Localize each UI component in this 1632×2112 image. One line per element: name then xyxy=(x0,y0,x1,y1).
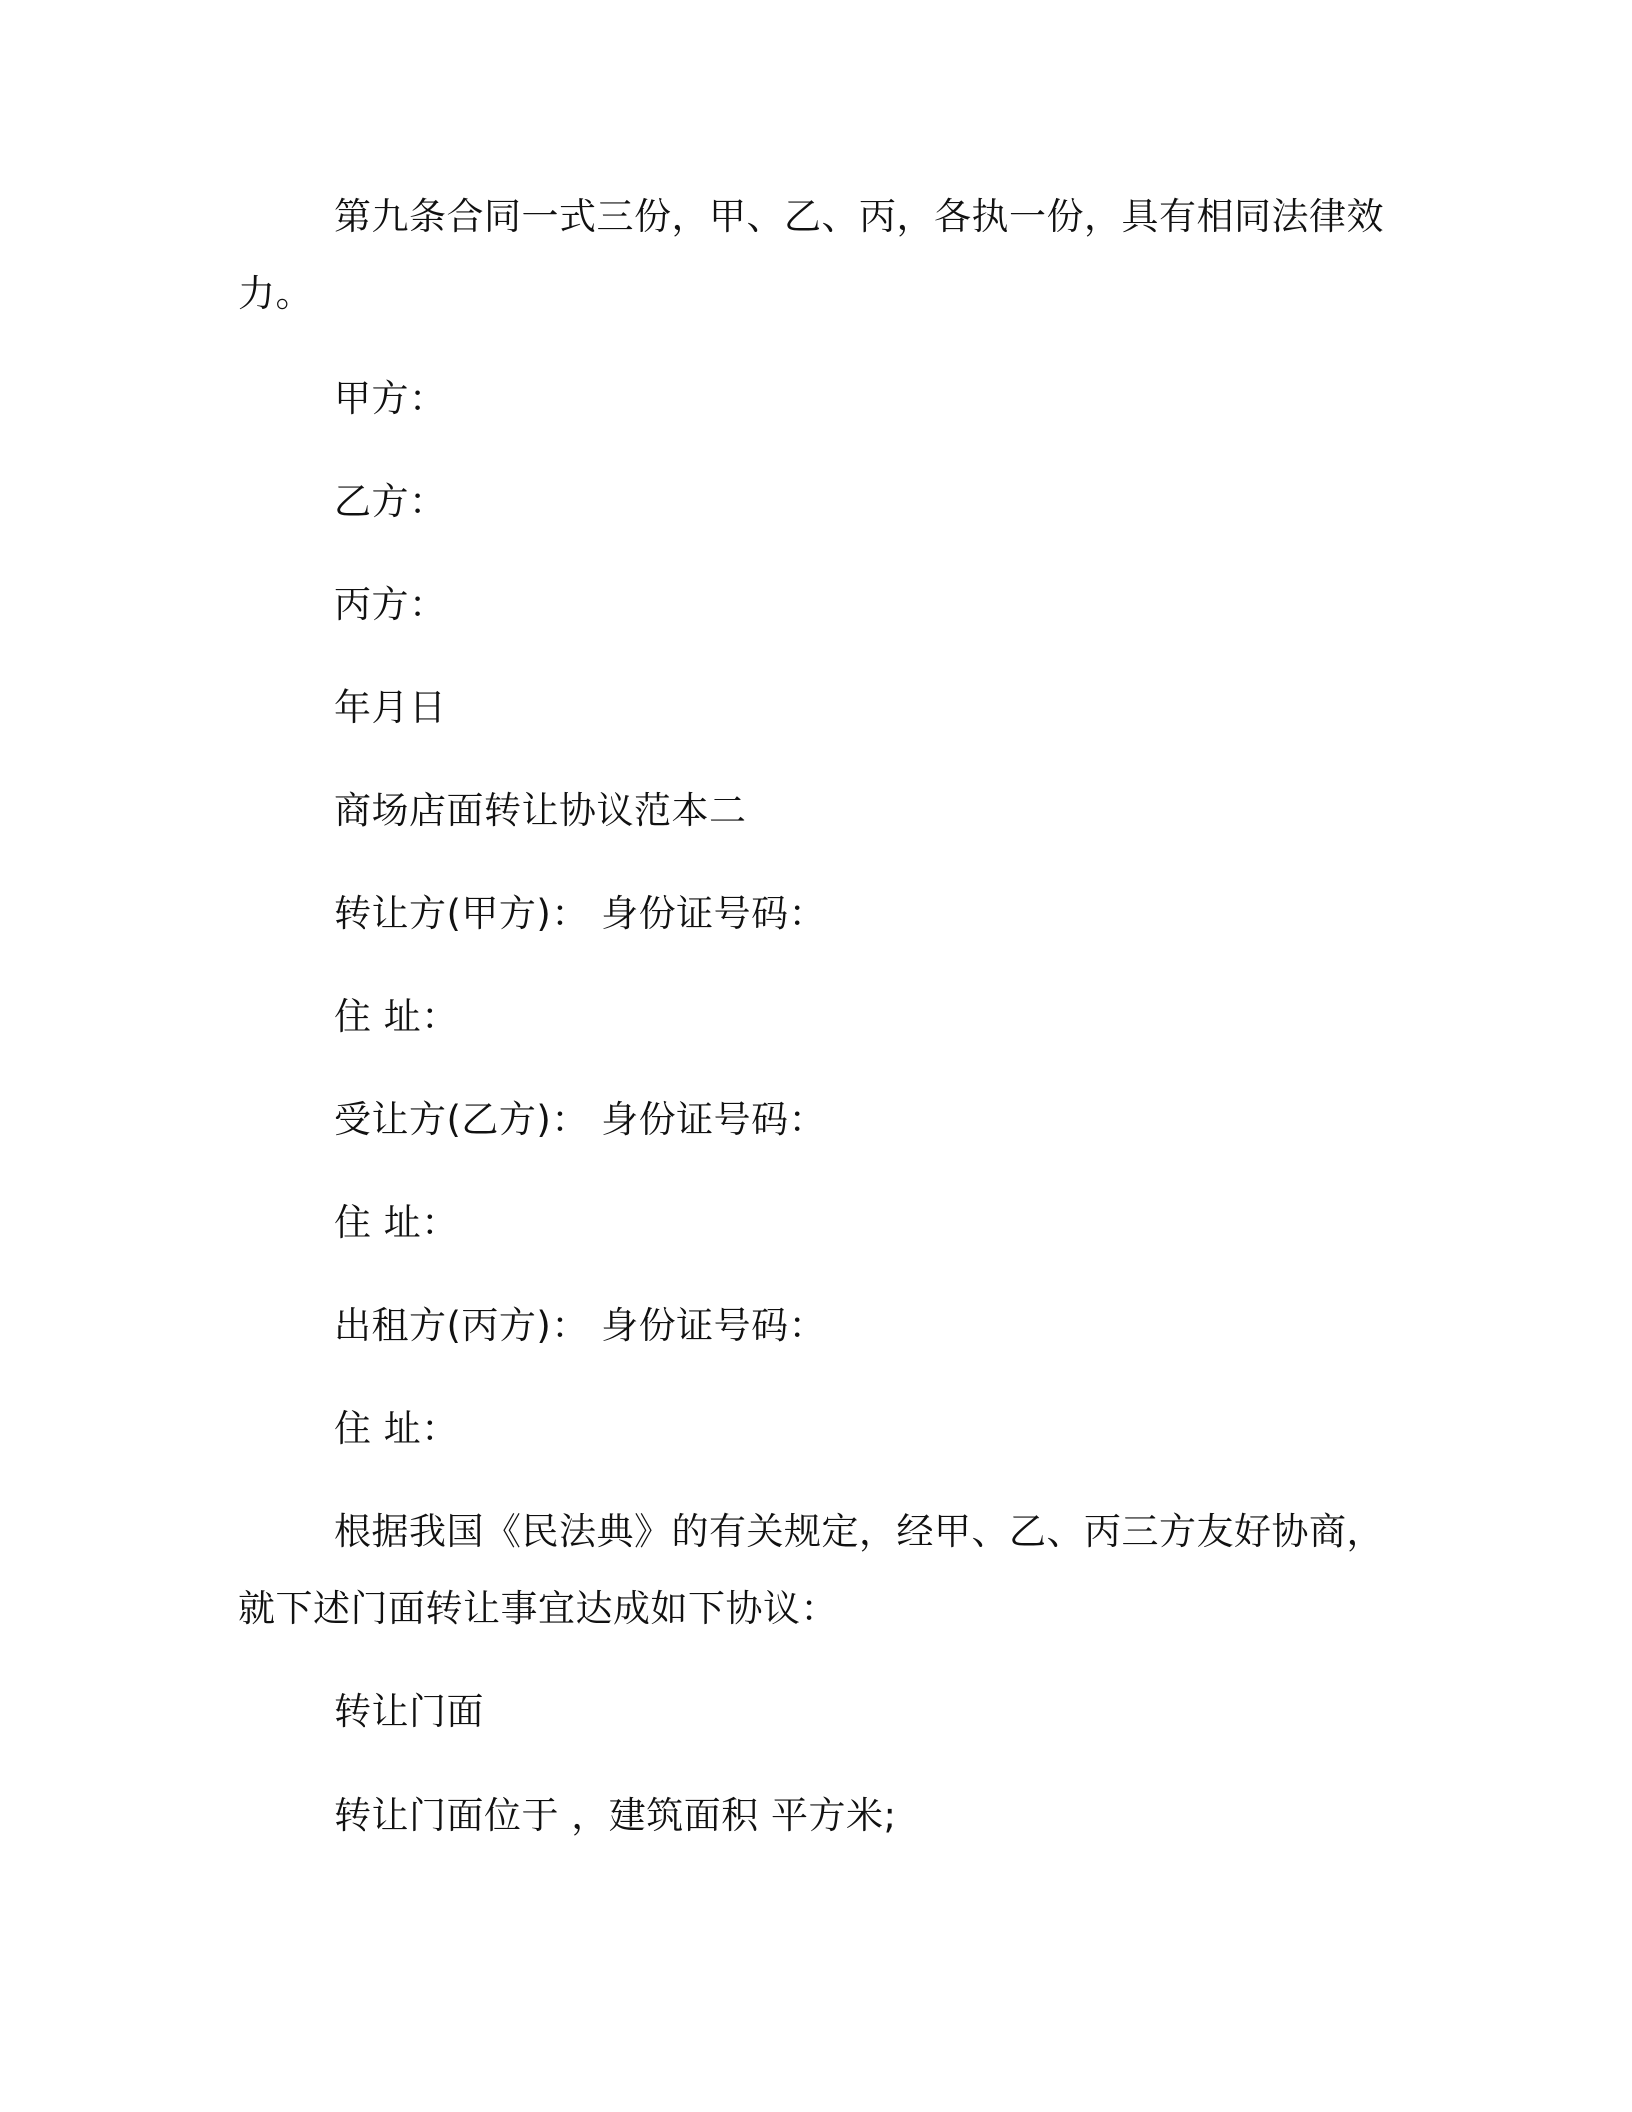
preamble-paragraph-continued: 就下述门面转让事宜达成如下协议： xyxy=(238,1587,838,1630)
lessor-line: 出租方(丙方)： 身份证号码： xyxy=(334,1304,827,1347)
date-line: 年月日 xyxy=(334,686,447,729)
preamble-paragraph: 根据我国《民法典》的有关规定，经甲、乙、丙三方友好协商， xyxy=(334,1510,1384,1553)
transferor-address-line: 住 址： xyxy=(334,995,459,1038)
lessor-address-line: 住 址： xyxy=(334,1407,459,1450)
party-a-signature-line: 甲方： xyxy=(334,377,447,420)
party-c-signature-line: 丙方： xyxy=(334,583,447,626)
transferee-address-line: 住 址： xyxy=(334,1201,459,1244)
section-title: 商场店面转让协议范本二 xyxy=(334,789,747,832)
transferee-line: 受让方(乙方)： 身份证号码： xyxy=(334,1098,827,1141)
transferor-line: 转让方(甲方)： 身份证号码： xyxy=(334,892,827,935)
storefront-location-line: 转让门面位于 ，建筑面积 平方米; xyxy=(334,1794,897,1837)
party-b-signature-line: 乙方： xyxy=(334,480,447,523)
paragraph-article-nine-continued: 力。 xyxy=(238,272,313,315)
subsection-heading: 转让门面 xyxy=(334,1690,484,1733)
paragraph-article-nine: 第九条合同一式三份，甲、乙、丙，各执一份，具有相同法律效 xyxy=(334,195,1384,238)
